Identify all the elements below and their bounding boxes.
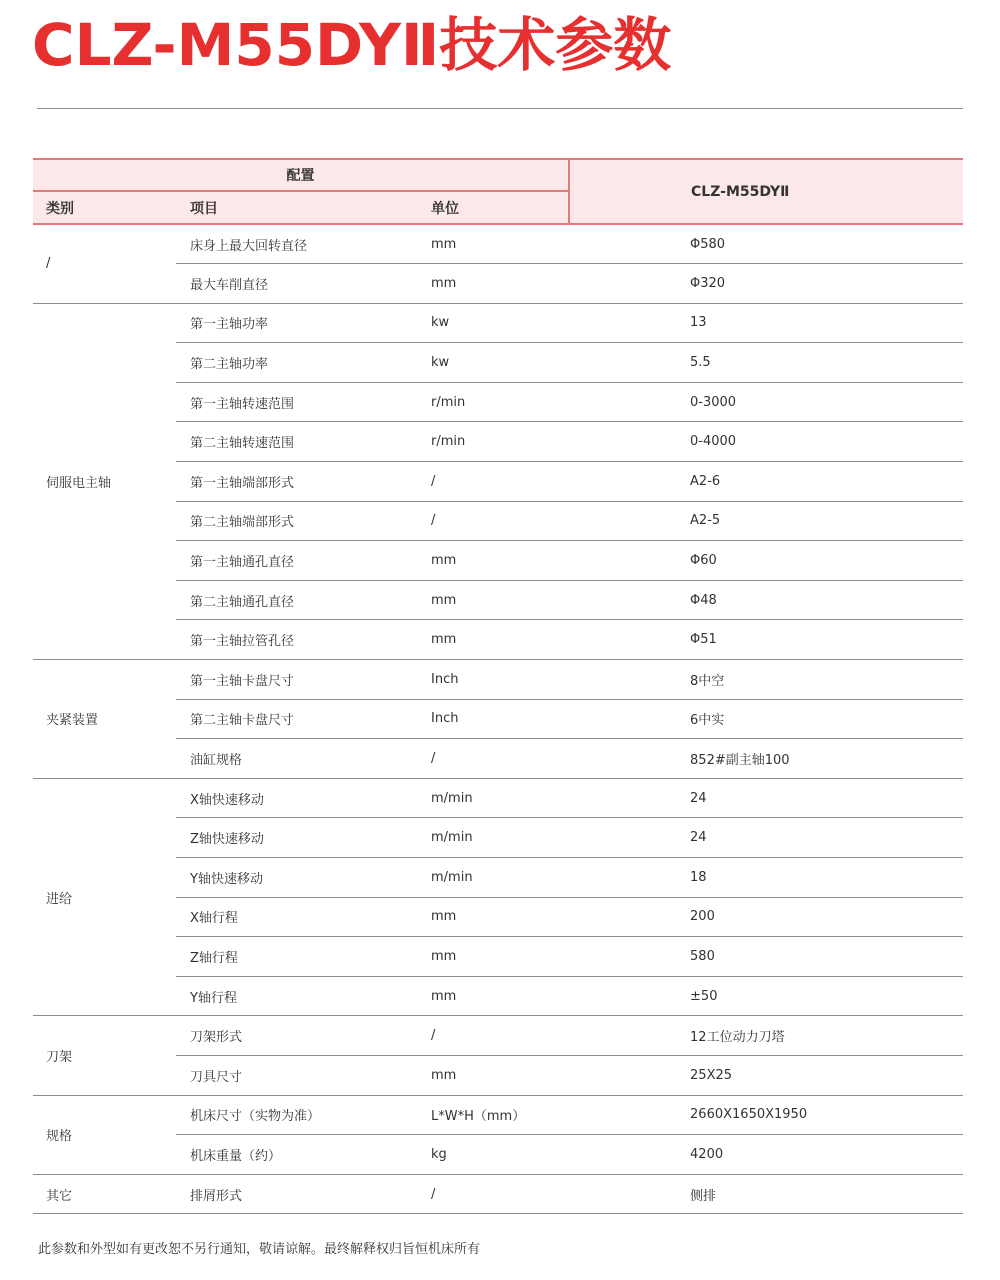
unit-cell: / (417, 501, 569, 541)
value-cell: 24 (569, 778, 963, 818)
table-row (33, 224, 963, 264)
unit-cell: mm (417, 937, 569, 977)
item-cell: X轴行程 (176, 897, 417, 937)
page-title: CLZ-M55DYⅡ技术参数 (32, 11, 672, 79)
table-row (33, 1016, 963, 1056)
title-divider (37, 108, 963, 109)
unit-cell: L*W*H（mm） (417, 1095, 569, 1135)
unit-cell: / (417, 1174, 569, 1214)
item-cell: 机床尺寸（实物为准） (176, 1095, 417, 1135)
value-cell: 200 (569, 897, 963, 937)
value-cell: 4200 (569, 1135, 963, 1175)
unit-cell: / (417, 1016, 569, 1056)
category-cell: 规格 (33, 1095, 176, 1174)
table-row (33, 1174, 963, 1214)
item-cell: 第一主轴卡盘尺寸 (176, 660, 417, 700)
category-cell: 夹紧装置 (33, 660, 176, 779)
item-cell: 第二主轴卡盘尺寸 (176, 699, 417, 739)
item-cell: Z轴行程 (176, 937, 417, 977)
value-cell: 12工位动力刀塔 (569, 1016, 963, 1056)
unit-cell: r/min (417, 382, 569, 422)
unit-cell: mm (417, 541, 569, 581)
unit-cell: mm (417, 897, 569, 937)
item-cell: 刀具尺寸 (176, 1055, 417, 1095)
table-row (33, 1095, 963, 1135)
unit-cell: mm (417, 580, 569, 620)
item-cell: 第二主轴端部形式 (176, 501, 417, 541)
header-model: CLZ-M55DYⅡ (569, 159, 963, 224)
value-cell: Φ48 (569, 580, 963, 620)
spec-table (33, 158, 963, 1214)
item-cell: 第一主轴端部形式 (176, 462, 417, 502)
header-unit: 单位 (417, 191, 569, 224)
value-cell: Φ320 (569, 264, 963, 304)
item-cell: 第二主轴转速范围 (176, 422, 417, 462)
table-row (33, 778, 963, 818)
unit-cell: kw (417, 343, 569, 383)
value-cell: 2660X1650X1950 (569, 1095, 963, 1135)
unit-cell: mm (417, 224, 569, 264)
value-cell: 侧排 (569, 1174, 963, 1214)
item-cell: 刀架形式 (176, 1016, 417, 1056)
item-cell: 第一主轴拉管孔径 (176, 620, 417, 660)
unit-cell: mm (417, 1055, 569, 1095)
unit-cell: Inch (417, 660, 569, 700)
item-cell: Y轴行程 (176, 976, 417, 1016)
unit-cell: m/min (417, 858, 569, 898)
value-cell: 18 (569, 858, 963, 898)
value-cell: 0-3000 (569, 382, 963, 422)
item-cell: 第一主轴功率 (176, 303, 417, 343)
category-cell: 伺服电主轴 (33, 303, 176, 659)
header-item: 项目 (176, 191, 417, 224)
category-cell: 刀架 (33, 1016, 176, 1095)
value-cell: 5.5 (569, 343, 963, 383)
value-cell: A2-6 (569, 462, 963, 502)
value-cell: 8中空 (569, 660, 963, 700)
unit-cell: / (417, 739, 569, 779)
item-cell: 第一主轴转速范围 (176, 382, 417, 422)
footnote: 此参数和外型如有更改恕不另行通知，敬请谅解。最终解释权归旨恒机床所有 (38, 1242, 481, 1257)
item-cell: 排屑形式 (176, 1174, 417, 1214)
value-cell: Φ580 (569, 224, 963, 264)
table-body (33, 224, 963, 1214)
value-cell: Φ60 (569, 541, 963, 581)
unit-cell: mm (417, 264, 569, 304)
unit-cell: m/min (417, 778, 569, 818)
table-row (33, 660, 963, 700)
item-cell: 机床重量（约） (176, 1135, 417, 1175)
item-cell: X轴快速移动 (176, 778, 417, 818)
unit-cell: mm (417, 976, 569, 1016)
value-cell: A2-5 (569, 501, 963, 541)
unit-cell: m/min (417, 818, 569, 858)
header-config: 配置 (33, 159, 569, 191)
item-cell: 第一主轴通孔直径 (176, 541, 417, 581)
unit-cell: mm (417, 620, 569, 660)
header-category: 类别 (33, 191, 176, 224)
unit-cell: r/min (417, 422, 569, 462)
item-cell: Y轴快速移动 (176, 858, 417, 898)
value-cell: ±50 (569, 976, 963, 1016)
unit-cell: kg (417, 1135, 569, 1175)
category-cell: 进给 (33, 778, 176, 1016)
item-cell: 最大车削直径 (176, 264, 417, 304)
value-cell: 6中实 (569, 699, 963, 739)
unit-cell: kw (417, 303, 569, 343)
item-cell: 床身上最大回转直径 (176, 224, 417, 264)
item-cell: 第二主轴功率 (176, 343, 417, 383)
value-cell: 13 (569, 303, 963, 343)
table-header (33, 159, 963, 224)
unit-cell: Inch (417, 699, 569, 739)
value-cell: 0-4000 (569, 422, 963, 462)
item-cell: 油缸规格 (176, 739, 417, 779)
value-cell: 580 (569, 937, 963, 977)
item-cell: 第二主轴通孔直径 (176, 580, 417, 620)
value-cell: 24 (569, 818, 963, 858)
table-row (33, 303, 963, 343)
value-cell: 25X25 (569, 1055, 963, 1095)
value-cell: 852#副主轴100 (569, 739, 963, 779)
value-cell: Φ51 (569, 620, 963, 660)
unit-cell: / (417, 462, 569, 502)
item-cell: Z轴快速移动 (176, 818, 417, 858)
category-cell: / (33, 224, 176, 303)
category-cell: 其它 (33, 1174, 176, 1214)
